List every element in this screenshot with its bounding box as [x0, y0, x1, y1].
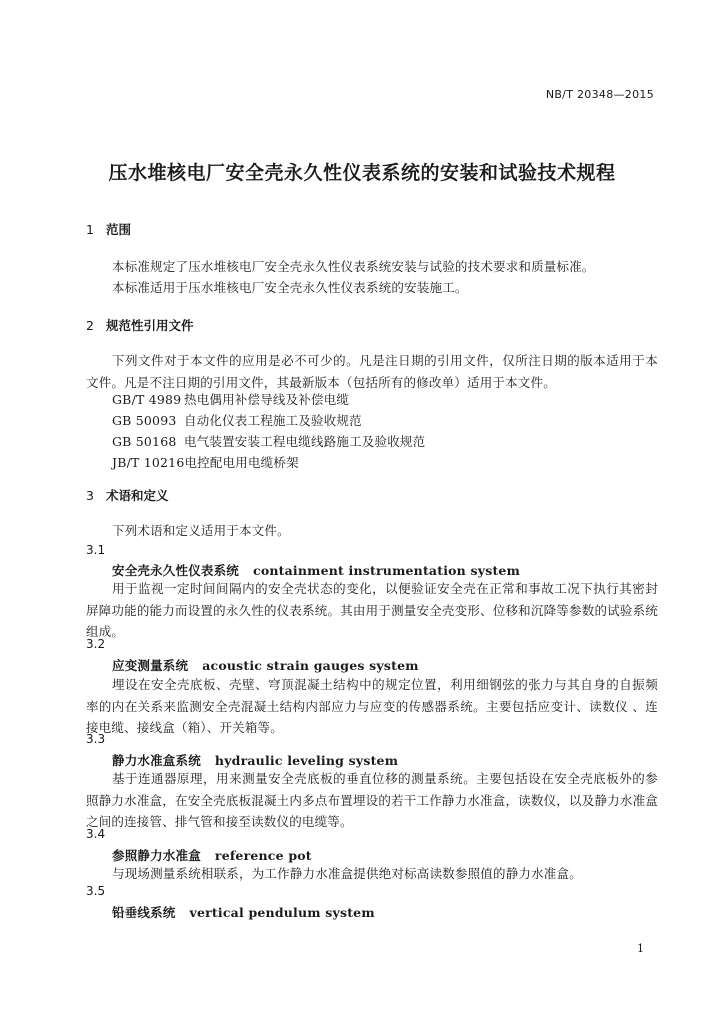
reference-item — [112, 432, 425, 450]
reference-title: 热电偶用补偿导线及补偿电缆 — [184, 392, 350, 407]
term-en: acoustic strain gauges system — [202, 658, 419, 673]
term-name — [112, 656, 419, 674]
term-definition: 基于连通器原理，用来测量安全壳底板的垂直位移的测量系统。主要包括设在安全壳底板外的参照静力水准盒，在安全壳底板混凝土内多点布置埋设的若干工作静力水准盒，读数仪，以及静力水准盒之间的连接管、排气管和接至读数仪的电缆等。 — [86, 771, 658, 829]
standard-number: NB/T 20348—2015 — [545, 88, 654, 101]
term-en: hydraulic leveling system — [214, 753, 399, 768]
paragraph: 下列文件对于本文件的应用是必不可少的。凡是注日期的引用文件，仅所注日期的版本适用于本文件。凡是不注日期的引用文件，其最新版本（包括所有的修改单）适用于本文件。 — [86, 353, 658, 390]
term-number: 3.5 — [86, 884, 106, 898]
paragraph: 本标准规定了压水堆核电厂安全壳永久性仪表系统安装与试验的技术要求和质量标准。 — [112, 259, 595, 274]
reference-title: 自动化仪表工程施工及验收规范 — [184, 413, 362, 428]
section-title: 术语和定义 — [106, 488, 169, 503]
section-1-heading — [86, 220, 131, 238]
reference-item — [112, 453, 299, 471]
section-number: 3 — [86, 488, 94, 503]
section-3-heading — [86, 486, 169, 504]
term-number: 3.3 — [86, 732, 106, 746]
reference-code: JB/T 10216 — [112, 455, 185, 470]
term-zh: 安全壳永久性仪表系统 — [112, 563, 240, 578]
reference-code: GB 50093 — [112, 413, 177, 428]
term-zh: 静力水准盒系统 — [112, 753, 201, 768]
section-number: 2 — [86, 318, 94, 333]
section-number: 1 — [86, 222, 94, 237]
term-zh: 铅垂线系统 — [112, 905, 176, 920]
paragraph: 本标准适用于压水堆核电厂安全壳永久性仪表系统的安装施工。 — [112, 280, 468, 295]
page-number: 1 — [637, 942, 644, 955]
term-number: 3.2 — [86, 637, 106, 651]
term-number: 3.4 — [86, 827, 106, 841]
reference-code: GB 50168 — [112, 434, 177, 449]
reference-item — [112, 390, 349, 408]
paragraph: 下列术语和定义适用于本文件。 — [112, 523, 290, 538]
term-definition: 用于监视一定时间间隔内的安全壳状态的变化，以便验证安全壳在正常和事故工况下执行其密封屏障功能的能力而设置的永久性的仪表系统。其由用于测量安全壳变形、位移和沉降等参数的试验系统组成。 — [86, 581, 658, 639]
term-name — [112, 903, 375, 921]
term-zh: 应变测量系统 — [112, 658, 189, 673]
document-title: 压水堆核电厂安全壳永久性仪表系统的安装和试验技术规程 — [108, 162, 616, 184]
reference-title: 电气装置安装工程电缆线路施工及验收规范 — [184, 434, 426, 449]
term-definition: 与现场测量系统相联系，为工作静力水准盒提供绝对标高读数参照值的静力水准盒。 — [112, 866, 582, 881]
term-zh: 参照静力水准盒 — [112, 848, 201, 863]
term-definition: 埋设在安全壳底板、壳壁、穹顶混凝土结构中的规定位置，利用细钢弦的张力与其自身的自振频率的内在关系来监测安全壳混凝土结构内部应力与应变的传感器系统。主要包括应变计、读数仪 、连接电缆、接线盒（箱）、开关箱等。 — [86, 677, 658, 735]
term-name — [112, 561, 520, 579]
term-name — [112, 846, 312, 864]
section-2-heading — [86, 316, 194, 334]
reference-item — [112, 411, 362, 429]
reference-title: 电控配电用电缆桥架 — [184, 455, 299, 470]
reference-code: GB/T 4989 — [112, 392, 182, 407]
section-title: 范围 — [106, 222, 132, 237]
term-en: reference pot — [214, 848, 312, 863]
section-title: 规范性引用文件 — [106, 318, 194, 333]
term-number: 3.1 — [86, 543, 106, 557]
term-name — [112, 751, 398, 769]
term-en: vertical pendulum system — [189, 905, 375, 920]
term-en: containment instrumentation system — [253, 563, 521, 578]
